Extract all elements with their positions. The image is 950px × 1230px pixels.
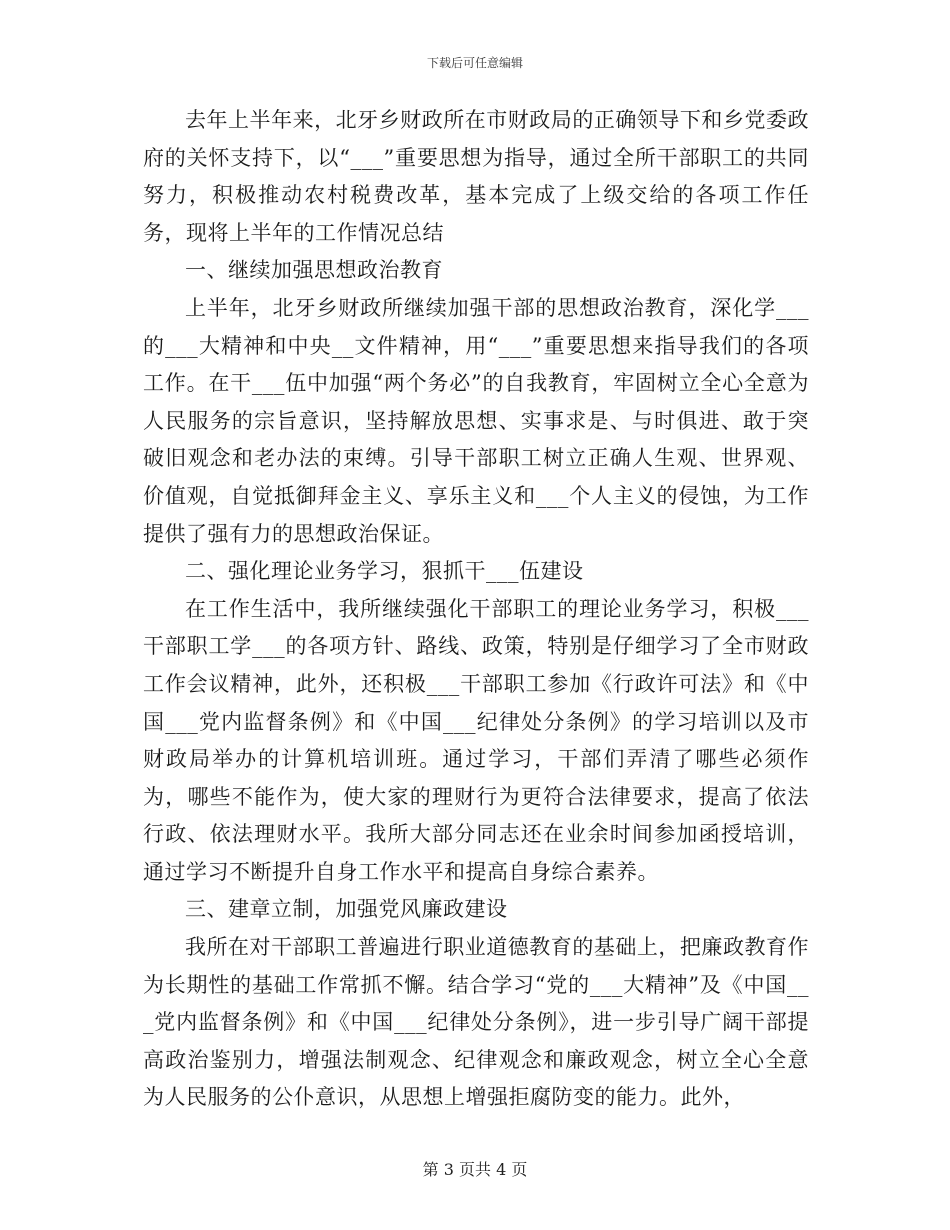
page-footer: 第 3 页共 4 页	[422, 1160, 528, 1179]
paragraph-section-2: 在工作生活中，我所继续强化干部职工的理论业务学习，积极___干部职工学___的各项方针、路线、政策，特别是仔细学习了全市财政工作会议精神，此外，还积极___干部职工参加《行政许可法》和《中国___党内监督条例》和《中国___纪律处分条例》的学习培训以及市财政局举办的计算机培训班。通过学习，干部们弄清了哪些必须作为，哪些不能作为，使大家的理财行为更符合法律要求，提高了依法行政、依法理财水平。我所大部分同志还在业余时间参加函授培训，通过学习不断提升自身工作水平和提高自身综合素养。	[143, 596, 809, 884]
document-body	[143, 102, 809, 1117]
paragraph-section-3: 我所在对干部职工普遍进行职业道德教育的基础上，把廉政教育作为长期性的基础工作常抓不懈。结合学习“党的___大精神”及《中国___党内监督条例》和《中国___纪律处分条例》，进一步引导广阔干部提高政治鉴别力，增强法制观念、纪律观念和廉政观念，树立全心全意为人民服务的公仆意识，从思想上增强拒腐防变的能力。此外，	[143, 935, 809, 1110]
paragraph-intro: 去年上半年来，北牙乡财政所在市财政局的正确领导下和乡党委政府的关怀支持下，以“___”重要思想为指导，通过全所干部职工的共同努力，积极推动农村税费改革，基本完成了上级交给的各项工作任务，现将上半年的工作情况总结	[143, 108, 809, 245]
section-heading-3: 三、建章立制，加强党风廉政建设	[185, 897, 508, 922]
paragraph-section-1: 上半年，北牙乡财政所继续加强干部的思想政治教育，深化学___的___大精神和中央__文件精神，用“___”重要思想来指导我们的各项工作。在干___伍中加强“两个务必”的自我教育，牢固树立全心全意为人民服务的宗旨意识，坚持解放思想、实事求是、与时俱进、敢于突破旧观念和老办法的束缚。引导干部职工树立正确人生观、世界观、价值观，自觉抵御拜金主义、享乐主义和___个人主义的侵蚀，为工作提供了强有力的思想政治保证。	[143, 295, 809, 546]
section-heading-2: 二、强化理论业务学习，狠抓干___伍建设	[185, 559, 584, 584]
section-heading-1: 一、继续加强思想政治教育	[185, 258, 443, 283]
page-header: 下载后可任意编辑	[426, 56, 523, 70]
